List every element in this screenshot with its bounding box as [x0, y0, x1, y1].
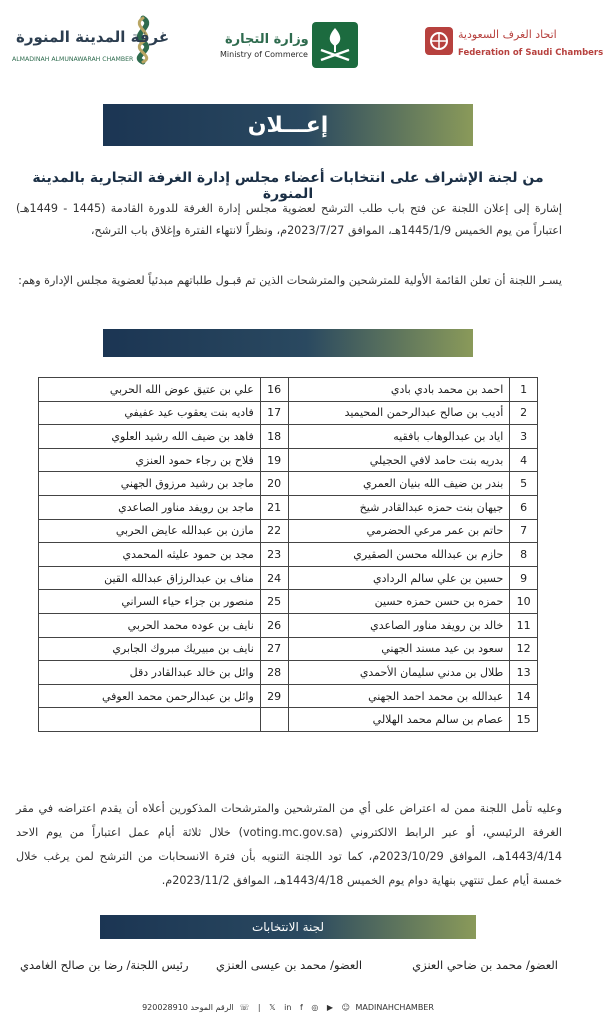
list-intro-paragraph: يسـر اللجنة أن تعلن القائمة الأولية للمترشحين والمترشحات الذين تم قبـول طلباتهم مبدئياً لعضوية مجلس الإدارة وهم:	[18, 274, 562, 287]
table-row	[39, 637, 538, 661]
youtube-icon[interactable]: ▶	[326, 1003, 334, 1012]
candidate-number: 14	[510, 684, 538, 708]
chamber-name-en: ALMADINAH ALMUNAWARAH CHAMBER	[12, 56, 134, 63]
federation-name-en: Federation of Saudi Chambers	[458, 48, 603, 58]
candidate-number: 4	[510, 448, 538, 472]
candidate-name: أديب بن صالح عبدالرحمن المحيميد	[288, 401, 510, 425]
candidate-name: بدريه بنت حامد لافي الحجيلي	[288, 448, 510, 472]
table-row	[39, 425, 538, 449]
candidate-number: 26	[260, 613, 288, 637]
candidate-name: مازن بن عبدالله عايض الحربي	[39, 519, 261, 543]
candidate-name: فاديه بنت يعقوب عيد عفيفي	[39, 401, 261, 425]
table-row	[39, 590, 538, 614]
unified-label: الرقم الموحد	[190, 1003, 234, 1012]
madinah-chamber-logo	[8, 14, 168, 74]
candidate-name: ماجد بن رويفد مناور الصاعدي	[39, 495, 261, 519]
candidate-number: 21	[260, 495, 288, 519]
candidate-number: 7	[510, 519, 538, 543]
intro-paragraph: إشارة إلى إعلان اللجنة عن فتح باب طلب الترشح لعضوية مجلس إدارة الغرفة للدورة القادمة (1445 - 1449هـ) اعتباراً من يوم الخميس 1445/1/9هـ، الموافق 2023/7/27م، ونظراً لانتهاء الفترة وإغلاق باب الترشح،	[16, 202, 562, 237]
x-icon[interactable]: 𝕏	[269, 1003, 276, 1012]
candidate-name: وائل بن خالد عبدالقادر دقل	[39, 661, 261, 685]
candidate-number: 23	[260, 543, 288, 567]
candidate-name: حمزه بن حسن حمزه حسين	[288, 590, 510, 614]
candidate-name: علي بن عتيق عوض الله الحربي	[39, 378, 261, 402]
candidate-number	[260, 708, 288, 732]
candidate-name: فاهد بن ضيف الله رشيد العلوي	[39, 425, 261, 449]
objection-paragraph: وعليه تأمل اللجنة ممن له اعتراض على أي من المترشحين والمترشحات المذكورين أعلاه أن يقدم اعتراضه في مقر الغرفة الرئيسي، أو عبر الرابط الالكتروني (voting.mc.gov.sa) خلال ثلاثة أيام عمل اعتباراً من يوم الاحد 1443/4/14هـ، الموافق 2023/10/29م، كما تود اللجنة التنويه بأن فترة الانسحابات من الترشح لمن يرغب خلال خمسة أيام عمل تنتهي بنهاية دوام يوم الخميس 1443/4/18هـ، الموافق 2023/11/2م.	[16, 802, 563, 887]
candidate-number: 2	[510, 401, 538, 425]
candidate-name: مجد بن حمود عليثه المحمدي	[39, 543, 261, 567]
announcement-title: إعـــلان	[247, 112, 329, 138]
divider: |	[257, 1003, 261, 1012]
linkedin-icon[interactable]: in	[284, 1003, 292, 1012]
saudi-emblem-icon	[312, 22, 358, 68]
candidate-number: 5	[510, 472, 538, 496]
committee-title: لجنة الانتخابات	[251, 920, 325, 934]
candidate-name: فلاح بن رجاء حمود العنزي	[39, 448, 261, 472]
candidate-number: 18	[260, 425, 288, 449]
social-handle: MADINAHCHAMBER	[355, 1003, 434, 1012]
candidate-name	[39, 708, 261, 732]
ministry-logo	[210, 14, 370, 74]
facebook-icon[interactable]: f	[299, 1003, 303, 1012]
candidate-name: وائل بن عبدالرحمن محمد العوفي	[39, 684, 261, 708]
unified-number: 920028910	[142, 1003, 188, 1012]
candidate-name: خالد بن رويفد مناور الصاعدي	[288, 613, 510, 637]
candidate-name: احمد بن محمد بادي بادي	[288, 378, 510, 402]
candidate-number: 17	[260, 401, 288, 425]
table-row	[39, 661, 538, 685]
decorative-bar	[103, 329, 473, 357]
candidate-number: 8	[510, 543, 538, 567]
candidate-name: نايف بن عوده محمد الحربي	[39, 613, 261, 637]
header	[0, 0, 603, 90]
candidate-number: 13	[510, 661, 538, 685]
candidate-name: اياد بن عبدالوهاب بافقيه	[288, 425, 510, 449]
candidate-number: 16	[260, 378, 288, 402]
candidate-name: عبدالله بن محمد احمد الجهني	[288, 684, 510, 708]
candidate-name: سعود بن عيد مسند الجهني	[288, 637, 510, 661]
ministry-name-ar: وزارة التجارة	[225, 32, 309, 47]
candidate-number: 25	[260, 590, 288, 614]
candidate-number: 15	[510, 708, 538, 732]
candidate-name: ماجد بن رشيد مرزوق الجهني	[39, 472, 261, 496]
signature-member2: العضو/ محمد بن ضاحي العنزي	[412, 958, 558, 972]
table-row	[39, 566, 538, 590]
candidate-name: حسين بن علي سالم الردادي	[288, 566, 510, 590]
table-row	[39, 472, 538, 496]
table-row	[39, 378, 538, 402]
table-row	[39, 708, 538, 732]
announcement-subtitle: من لجنة الإشراف على انتخابات أعضاء مجلس إدارة الغرفة التجارية بالمدينة المنورة	[32, 170, 544, 202]
candidate-number: 10	[510, 590, 538, 614]
candidate-number: 3	[510, 425, 538, 449]
signature-member1: العضو/ محمد بن عيسى العنزي	[216, 958, 363, 972]
candidate-number: 29	[260, 684, 288, 708]
candidate-name: حازم بن عبدالله محسن الصقيري	[288, 543, 510, 567]
candidate-number: 28	[260, 661, 288, 685]
federation-logo	[420, 14, 603, 74]
table-row	[39, 543, 538, 567]
candidate-name: حاتم بن عمر مرعي الحضرمي	[288, 519, 510, 543]
candidate-number: 9	[510, 566, 538, 590]
signature-chair: رئيس اللجنة/ رضا بن صالح الغامدي	[20, 958, 189, 972]
table-row	[39, 401, 538, 425]
announcement-title-bar	[103, 104, 473, 146]
candidate-name: منصور بن جزاء حياء السراني	[39, 590, 261, 614]
candidate-name: جيهان بنت حمزه عبدالقادر شيخ	[288, 495, 510, 519]
table-row	[39, 613, 538, 637]
candidate-name: بندر بن ضيف الله بنيان العمري	[288, 472, 510, 496]
candidate-name: نايف بن مبيريك مبروك الجابري	[39, 637, 261, 661]
footer	[0, 1003, 576, 1012]
committee-title-bar	[100, 915, 476, 939]
candidate-name: عصام بن سالم محمد الهلالي	[288, 708, 510, 732]
candidate-number: 24	[260, 566, 288, 590]
table-row	[39, 519, 538, 543]
candidates-table	[38, 377, 538, 732]
candidate-number: 27	[260, 637, 288, 661]
candidate-number: 11	[510, 613, 538, 637]
instagram-icon[interactable]: ◎	[311, 1003, 319, 1012]
candidate-name: مناف بن عبدالرزاق عبدالله القين	[39, 566, 261, 590]
candidate-number: 22	[260, 519, 288, 543]
chamber-name-ar: غرفة المدينة المنورة	[16, 28, 170, 46]
ministry-name-en: Ministry of Commerce	[220, 50, 308, 59]
candidates-table-body	[39, 378, 538, 732]
federation-name-ar: اتحاد الغرف السعودية	[458, 28, 557, 41]
candidate-number: 19	[260, 448, 288, 472]
phone-icon: ☏	[239, 1003, 250, 1012]
candidate-number: 6	[510, 495, 538, 519]
table-row	[39, 448, 538, 472]
table-row	[39, 495, 538, 519]
candidate-name: طلال بن مدني سليمان الأحمدي	[288, 661, 510, 685]
snapchat-icon[interactable]: ☺	[341, 1003, 350, 1012]
candidate-number: 12	[510, 637, 538, 661]
federation-emblem-icon	[424, 26, 454, 56]
table-row	[39, 684, 538, 708]
candidate-number: 20	[260, 472, 288, 496]
candidate-number: 1	[510, 378, 538, 402]
